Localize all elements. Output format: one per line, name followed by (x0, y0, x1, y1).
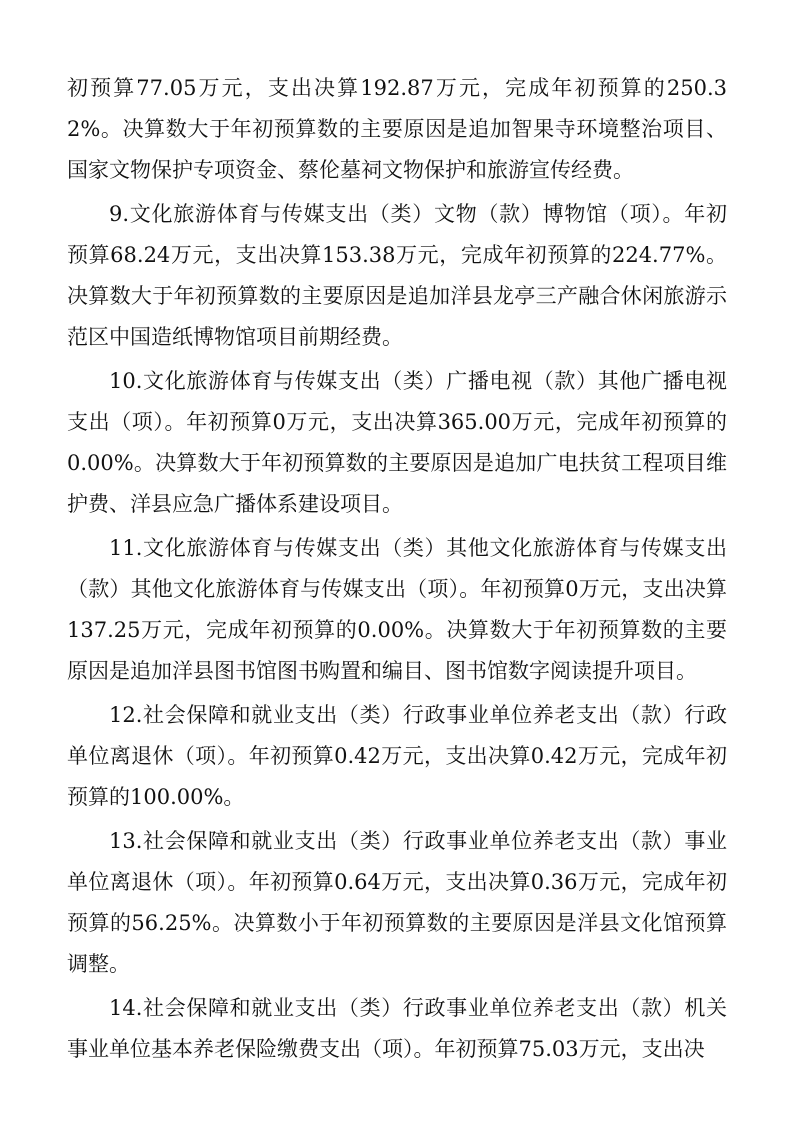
paragraph-item-10: 10.文化旅游体育与传媒支出（类）广播电视（款）其他广播电视支出（项）。年初预算0万元，支出决算365.00万元，完成年初预算的0.00%。决算数大于年初预算数的主要原因是追加广电扶贫工程项目维护费、洋县应急广播体系建设项目。 (67, 369, 727, 516)
paragraph-item-13: 13.社会保障和就业支出（类）行政事业单位养老支出（款）事业单位离退休（项）。年初预算0.64万元，支出决算0.36万元，完成年初预算的56.25%。决算数小于年初预算数的主要原因是洋县文化馆预算调整。 (67, 829, 727, 976)
paragraph-continued: 初预算77.05万元，支出决算192.87万元，完成年初预算的250.32%。决算数大于年初预算数的主要原因是追加智果寺环境整治项目、国家文物保护专项资金、蔡伦墓祠文物保护和旅游宣传经费。 (67, 76, 727, 182)
paragraph-item-12: 12.社会保障和就业支出（类）行政事业单位养老支出（款）行政单位离退休（项）。年初预算0.42万元，支出决算0.42万元，完成年初预算的100.00%。 (67, 703, 727, 809)
paragraph-item-14: 14.社会保障和就业支出（类）行政事业单位养老支出（款）机关事业单位基本养老保险缴费支出（项）。年初预算75.03万元，支出决 (67, 996, 727, 1061)
paragraph-item-11: 11.文化旅游体育与传媒支出（类）其他文化旅游体育与传媒支出（款）其他文化旅游体育与传媒支出（项）。年初预算0万元，支出决算137.25万元，完成年初预算的0.00%。决算数大于年初预算数的主要原因是追加洋县图书馆图书购置和编目、图书馆数字阅读提升项目。 (67, 536, 727, 683)
document-page (67, 68, 727, 1073)
paragraph-item-9: 9.文化旅游体育与传媒支出（类）文物（款）博物馆（项）。年初预算68.24万元，支出决算153.38万元，完成年初预算的224.77%。决算数大于年初预算数的主要原因是追加洋县龙亭三产融合休闲旅游示范区中国造纸博物馆项目前期经费。 (67, 202, 727, 349)
